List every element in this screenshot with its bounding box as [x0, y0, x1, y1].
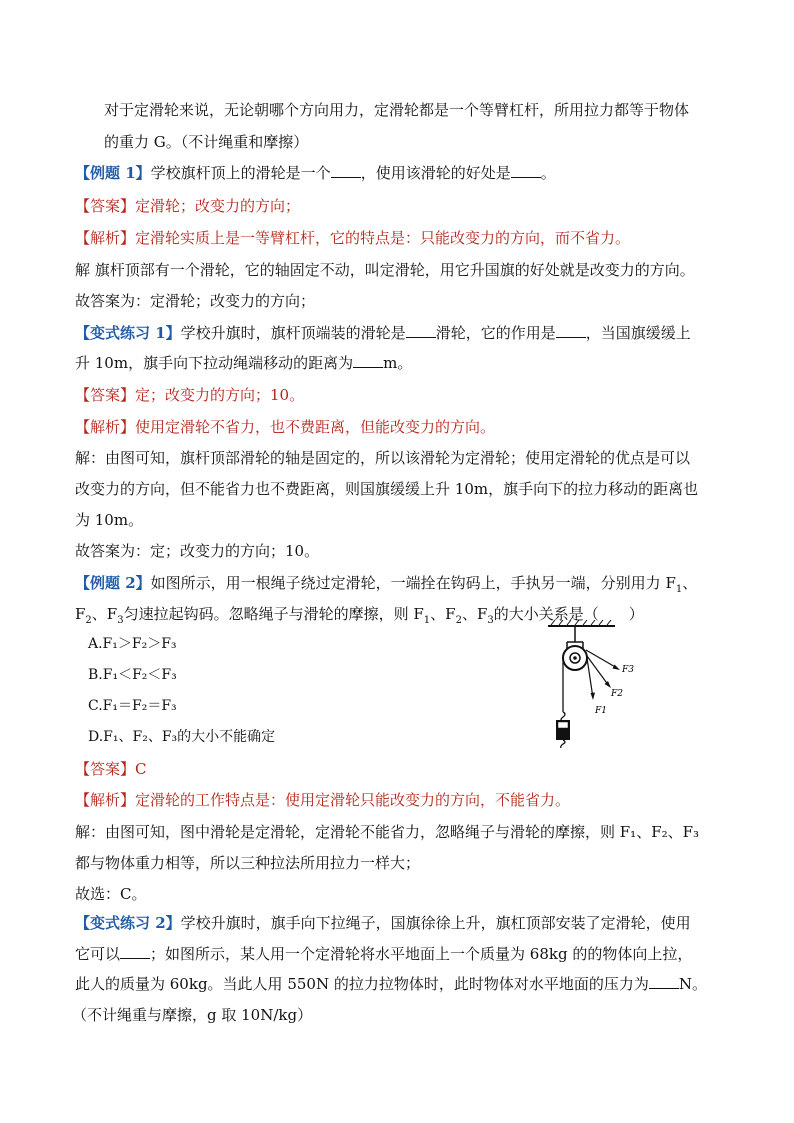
intro-line-2: 的重力 G。（不计绳重和摩擦）: [104, 133, 309, 151]
intro-line-1: 对于定滑轮来说，无论朝哪个方向用力，定滑轮都是一个等臂杠杆，所用拉力都等于物体: [104, 101, 690, 119]
example-2-tag: 【例题 2】: [75, 574, 151, 592]
variation-1-solution-1: 解：由图可知，旗杆顶部滑轮的轴是固定的，所以该滑轮为定滑轮；使用定滑轮的优点是可以: [75, 449, 691, 467]
variation-2-question-2: 它可以 ；如图所示，某人用一个定滑轮将水平地面上一个质量为 68kg 的的物体向上拉，: [75, 945, 693, 963]
variation-2-question-4: （不计绳重与摩擦，g 取 10N/kg）: [72, 1006, 313, 1024]
option-b: B.F₁＜F₂＜F₃: [88, 667, 177, 683]
variation-2-question-3: 此人的质量为 60kg。当此人用 550N 的拉力拉物体时，此时物体对水平地面的压力为 N。: [75, 975, 707, 993]
example-2-question-1: 【例题 2】如图所示，用一根绳子绕过定滑轮，一端拴在钩码上，手执另一端，分别用力 $F_1$、: [75, 574, 698, 595]
variation-1-solution-2: 改变力的方向，但不能省力也不费距离，则国旗缓缓上升 10m，旗手向下的拉力移动的距离也: [75, 480, 699, 498]
force-f1-line: [587, 658, 593, 698]
variation-1-question-cont: 升 10m，旗手向下拉动绳端移动的距离为 m。: [75, 354, 413, 372]
example-2-solution-2: 都与物体重力相等，所以三种拉法所用拉力一样大；: [75, 854, 421, 872]
variation-1-analysis: 【解析】使用定滑轮不省力，也不费距离，但能改变力的方向。: [75, 418, 496, 436]
variation-1-question: 【变式练习 1】学校升旗时，旗杆顶端装的滑轮是 滑轮，它的作用是 ，当国旗缓缓上: [75, 324, 691, 342]
label-f3: F3: [622, 665, 634, 675]
variation-1-answer: 【答案】定；改变力的方向；10。: [75, 386, 305, 404]
example-1-answer: 【答案】定滑轮；改变力的方向；: [75, 197, 301, 215]
answer-blank: [331, 163, 361, 178]
example-2-answer: 【答案】C: [75, 760, 147, 778]
pulley-diagram: [545, 620, 645, 750]
answer-blank: [120, 944, 150, 959]
answer-blank: [406, 323, 436, 338]
example-1-conclusion: 故答案为：定滑轮；改变力的方向；: [75, 292, 316, 310]
ceiling-hatch: [551, 620, 611, 625]
example-1-solution: 解 旗杆顶部有一个滑轮，它的轴固定不动，叫定滑轮，用它升国旗的好处就是改变力的方向。: [75, 261, 695, 279]
example-2-conclusion: 故选：C。: [75, 885, 147, 903]
variation-1-solution-3: 为 10m。: [75, 511, 144, 529]
analysis-tag: 【解析】: [75, 229, 136, 247]
variation-2-question-1: 【变式练习 2】学校升旗时，旗手向下拉绳子，国旗徐徐上升，旗杠顶部安装了定滑轮，使用: [75, 914, 691, 932]
option-d: D.F₁、F₂、F₃的大小不能确定: [88, 729, 276, 745]
pulley-axle: [573, 656, 577, 660]
variation-1-tag: 【变式练习 1】: [75, 324, 181, 342]
example-1-question: 【例题 1】学校旗杆顶上的滑轮是一个 ，使用该滑轮的好处是 。: [75, 164, 556, 182]
variation-2-tag: 【变式练习 2】: [75, 914, 181, 932]
answer-blank: [353, 353, 383, 368]
force-f1-arrow: [591, 693, 596, 701]
analysis-tag: 【解析】: [75, 791, 136, 809]
answer-blank: [511, 163, 541, 178]
example-1-tag: 【例题 1】: [75, 164, 151, 182]
example-2-analysis: 【解析】定滑轮的工作特点是：使用定滑轮只能改变力的方向，不能省力。: [75, 791, 571, 809]
analysis-tag: 【解析】: [75, 418, 136, 436]
answer-tag: 【答案】: [75, 760, 136, 778]
answer-tag: 【答案】: [75, 386, 136, 404]
answer-tag: 【答案】: [75, 197, 136, 215]
answer-blank: [556, 323, 586, 338]
example-1-analysis: 【解析】定滑轮实质上是一等臂杠杆，它的特点是：只能改变力的方向，而不省力。: [75, 229, 631, 247]
variation-1-conclusion: 故答案为：定；改变力的方向；10。: [75, 542, 320, 560]
force-f3-arrow: [613, 665, 621, 671]
label-f1: F1: [595, 706, 607, 716]
label-f2: F2: [611, 689, 623, 699]
option-c: C.F₁＝F₂＝F₃: [88, 698, 177, 714]
answer-blank: [649, 974, 679, 989]
force-f3-line: [586, 650, 617, 668]
example-2-solution-1: 解：由图可知，图中滑轮是定滑轮，定滑轮不能省力，忽略绳子与滑轮的摩擦，则 F₁、F₂、F₃: [75, 823, 700, 841]
option-a: A.F₁＞F₂＞F₃: [88, 636, 177, 652]
example-2-question-2: $F_2$、$F_3$匀速拉起钩码。忽略绳子与滑轮的摩擦，则 $F_1$、$F_2$、$F_3$的大小关系是（ ）: [75, 605, 644, 626]
